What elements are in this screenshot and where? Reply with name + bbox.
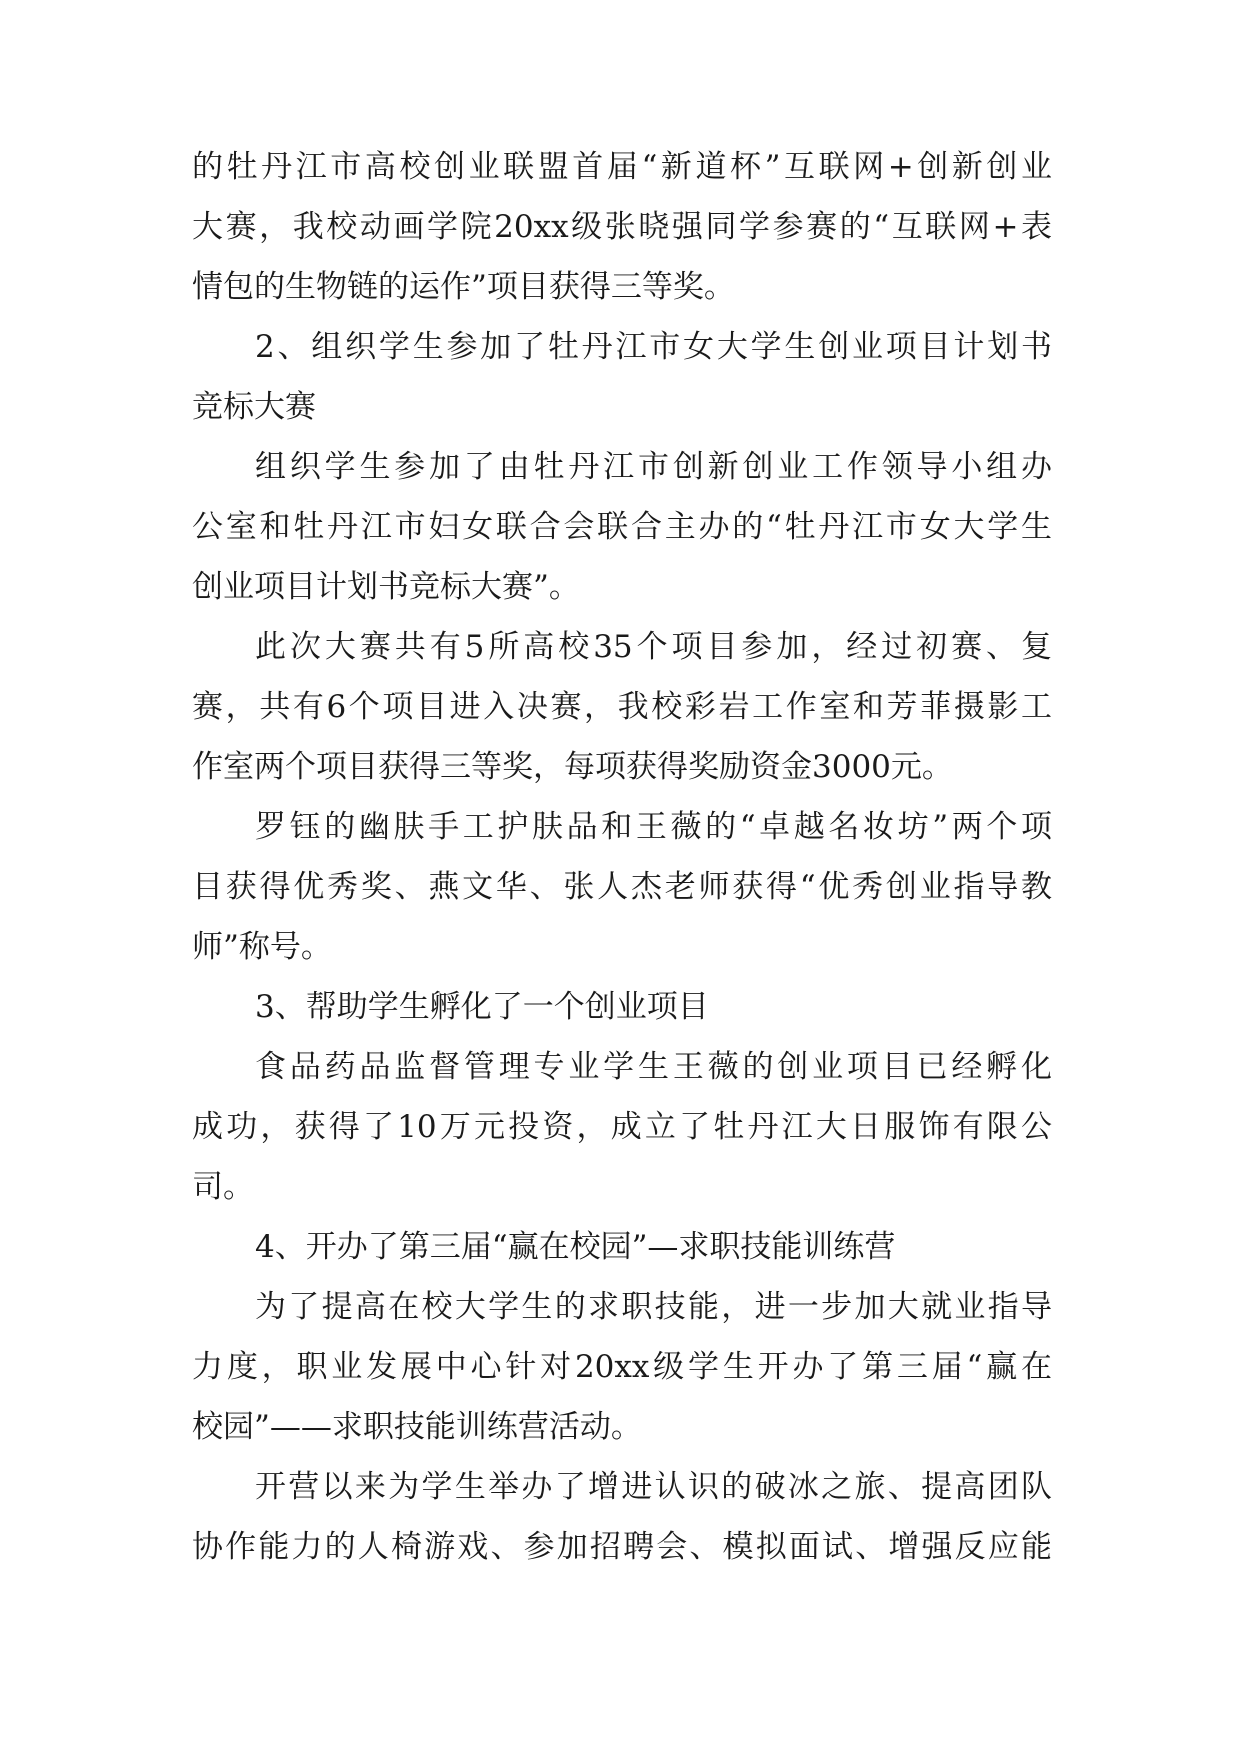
text-line: 食品药品监督管理专业学生王薇的创业项目已经孵化 bbox=[255, 1049, 1052, 1085]
section-heading-line: 2、组织学生参加了牡丹江市女大学生创业项目计划书 bbox=[255, 329, 1052, 365]
text-line: 赛，共有6个项目进入决赛，我校彩岩工作室和芳菲摄影工 bbox=[192, 689, 1052, 725]
section-heading-line: 竞标大赛 bbox=[192, 389, 316, 425]
text-line: 开营以来为学生举办了增进认识的破冰之旅、提高团队 bbox=[255, 1469, 1052, 1505]
text-line: 目获得优秀奖、燕文华、张人杰老师获得“优秀创业指导教 bbox=[192, 869, 1052, 905]
text-line: 为了提高在校大学生的求职技能，进一步加大就业指导 bbox=[255, 1289, 1052, 1325]
text-line: 协作能力的人椅游戏、参加招聘会、模拟面试、增强反应能 bbox=[192, 1529, 1052, 1565]
text-line: 罗钰的幽肤手工护肤品和王薇的“卓越名妆坊”两个项 bbox=[255, 809, 1052, 845]
text-line: 组织学生参加了由牡丹江市创新创业工作领导小组办 bbox=[255, 449, 1052, 485]
section-heading-line: 3、帮助学生孵化了一个创业项目 bbox=[255, 989, 709, 1025]
text-line: 公室和牡丹江市妇女联合会联合主办的“牡丹江市女大学生 bbox=[192, 509, 1052, 545]
text-line: 作室两个项目获得三等奖，每项获得奖励资金3000元。 bbox=[192, 749, 953, 785]
text-line: 创业项目计划书竞标大赛”。 bbox=[192, 569, 580, 605]
text-line: 大赛，我校动画学院20xx级张晓强同学参赛的“互联网+表 bbox=[192, 209, 1052, 245]
text-line: 师”称号。 bbox=[192, 929, 332, 965]
text-line: 成功，获得了10万元投资，成立了牡丹江大日服饰有限公 bbox=[192, 1109, 1052, 1145]
text-line: 力度，职业发展中心针对20xx级学生开办了第三届“赢在 bbox=[192, 1349, 1052, 1385]
text-line: 校园”——求职技能训练营活动。 bbox=[192, 1409, 642, 1445]
text-line: 司。 bbox=[192, 1169, 254, 1205]
section-heading-line: 4、开办了第三届“赢在校园”—求职技能训练营 bbox=[255, 1229, 896, 1265]
text-line: 情包的生物链的运作”项目获得三等奖。 bbox=[192, 269, 735, 305]
text-line: 此次大赛共有5所高校35个项目参加，经过初赛、复 bbox=[255, 629, 1052, 665]
text-line: 的牡丹江市高校创业联盟首届“新道杯”互联网+创新创业 bbox=[192, 149, 1052, 185]
